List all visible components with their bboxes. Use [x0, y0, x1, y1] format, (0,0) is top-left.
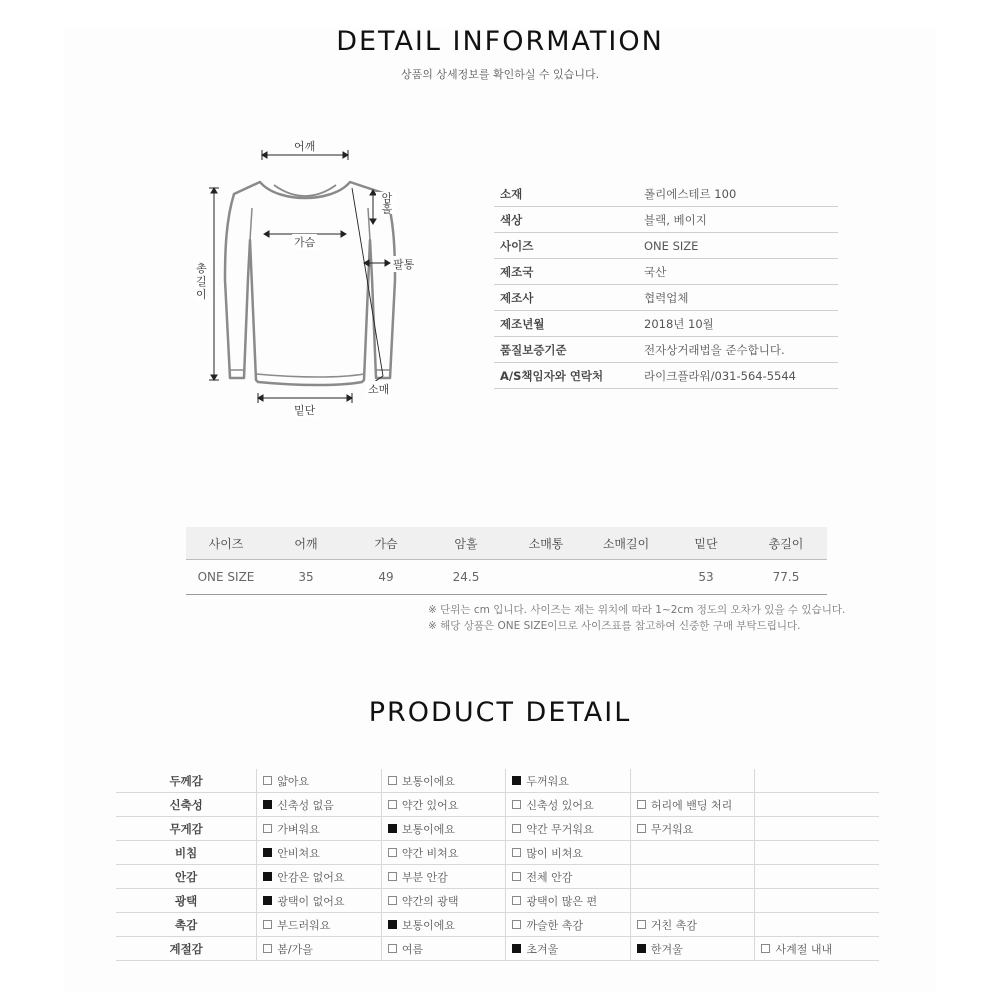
unchecked-box-icon: [388, 848, 397, 857]
checked-box-icon: [263, 800, 272, 809]
detail-option: [256, 817, 381, 841]
detail-option-label: 안감은 없어요: [277, 870, 345, 884]
detail-option-label: 초겨울: [526, 942, 559, 956]
label-cuff: 소매: [368, 383, 390, 396]
unchecked-box-icon: [512, 896, 521, 905]
unchecked-box-icon: [388, 872, 397, 881]
info-row: [494, 207, 838, 233]
checked-box-icon: [388, 920, 397, 929]
detail-option-label: 여름: [401, 942, 424, 956]
size-cell: 77.5: [772, 570, 800, 584]
detail-option-label: 얇아요: [277, 774, 310, 788]
table-row: [186, 560, 827, 595]
detail-option-label: 거친 촉감: [650, 918, 697, 932]
detail-option-label: 광택이 없어요: [277, 894, 345, 908]
detail-option-label: 허리에 밴딩 처리: [650, 798, 733, 812]
checked-box-icon: [637, 944, 646, 953]
size-header-cell: 가슴: [374, 536, 398, 551]
label-hem: 밑단: [294, 404, 316, 417]
size-cell: 53: [698, 570, 714, 584]
size-header-cell: 밑단: [694, 536, 718, 551]
detail-option-label: 광택이 많은 편: [526, 894, 598, 908]
detail-option-label: 약간 비쳐요: [401, 846, 459, 860]
detail-option: [505, 913, 630, 937]
detail-option: [505, 841, 630, 865]
detail-option-label: 보통이에요: [401, 774, 455, 788]
detail-option: [381, 793, 506, 817]
info-value: 국산: [644, 264, 667, 279]
detail-option: [630, 913, 755, 937]
detail-option: [754, 769, 879, 793]
note-line: ※ 단위는 cm 입니다. 사이즈는 재는 위치에 따라 1~2cm 정도의 오차가 있을 수 있습니다.: [428, 604, 846, 616]
detail-option-label: 약간 있어요: [401, 798, 459, 812]
table-row: [116, 937, 879, 961]
detail-option-label: 부드러워요: [277, 918, 331, 932]
unchecked-box-icon: [388, 776, 397, 785]
size-cell: 35: [298, 570, 314, 584]
detail-option: [381, 769, 506, 793]
checked-box-icon: [263, 896, 272, 905]
unchecked-box-icon: [263, 920, 272, 929]
unchecked-box-icon: [761, 944, 770, 953]
detail-option-label: 보통이에요: [401, 918, 455, 932]
info-value: 전자상거래법을 준수합니다.: [644, 342, 785, 357]
detail-option: [754, 913, 879, 937]
detail-option-label: 많이 비쳐요: [526, 846, 583, 860]
unchecked-box-icon: [388, 896, 397, 905]
size-header-cell: 암홀: [454, 536, 478, 551]
detail-option: [505, 769, 630, 793]
detail-option-label: 까슬한 촉감: [526, 918, 583, 932]
unchecked-box-icon: [637, 800, 646, 809]
checked-box-icon: [263, 848, 272, 857]
info-row: [494, 311, 838, 337]
detail-category: 계절감: [169, 941, 203, 956]
detail-category: 신축성: [169, 797, 203, 812]
table-row: [116, 889, 879, 913]
info-value: 라이크플라워/031-564-5544: [644, 368, 796, 383]
detail-option-label: 사계절 내내: [775, 942, 833, 956]
note-line: ※ 해당 상품은 ONE SIZE이므로 사이즈표를 참고하여 신중한 구매 부탁드립니다.: [428, 620, 801, 632]
detail-category: 광택: [175, 893, 198, 908]
detail-option: [630, 937, 755, 961]
detail-option: [381, 817, 506, 841]
label-total-length: 총길이: [194, 262, 210, 301]
info-key: 제조년월: [500, 316, 545, 331]
size-cell: 49: [378, 570, 394, 584]
info-key: 제조사: [500, 290, 534, 305]
detail-option: [256, 841, 381, 865]
size-header-cell: 소매통: [528, 536, 564, 551]
unchecked-box-icon: [263, 776, 272, 785]
detail-option: [754, 865, 879, 889]
detail-option: [505, 889, 630, 913]
info-row: [494, 363, 838, 389]
info-row: [494, 181, 838, 207]
table-row: [116, 865, 879, 889]
checked-box-icon: [388, 824, 397, 833]
size-table: [186, 527, 827, 595]
detail-option-label: 무거워요: [650, 822, 694, 836]
product-detail-grid: [116, 769, 879, 961]
detail-option: [630, 841, 755, 865]
detail-option: [630, 793, 755, 817]
size-header-cell: 어깨: [294, 536, 318, 551]
table-row: [116, 793, 879, 817]
table-row: [116, 913, 879, 937]
size-cell: ONE SIZE: [197, 570, 255, 584]
size-header-cell: 사이즈: [208, 536, 244, 551]
detail-option: [256, 913, 381, 937]
label-chest: 가슴: [294, 236, 316, 249]
info-key: 제조국: [500, 264, 534, 279]
size-header-cell: 소매길이: [602, 536, 650, 551]
unchecked-box-icon: [637, 920, 646, 929]
detail-option-label: 부분 안감: [401, 870, 448, 884]
page-title: DETAIL INFORMATION: [336, 26, 664, 57]
detail-option: [381, 913, 506, 937]
detail-option: [754, 889, 879, 913]
info-row: [494, 285, 838, 311]
detail-option: [630, 889, 755, 913]
info-value: 블랙, 베이지: [644, 212, 707, 227]
unchecked-box-icon: [512, 872, 521, 881]
detail-option: [630, 865, 755, 889]
size-notes: [428, 602, 845, 634]
label-sleeve-width: 팔통: [393, 258, 415, 271]
detail-category: 두께감: [169, 773, 203, 788]
detail-option-label: 봄/가을: [277, 942, 313, 956]
size-table-header: [186, 527, 827, 560]
detail-option-label: 약간 무거워요: [526, 822, 594, 836]
label-armhole: 암홀: [376, 192, 396, 214]
detail-option: [256, 889, 381, 913]
detail-category: 안감: [175, 869, 198, 884]
detail-option: [256, 937, 381, 961]
checked-box-icon: [512, 776, 521, 785]
product-detail-title: PRODUCT DETAIL: [368, 697, 632, 728]
detail-option-label: 안비쳐요: [277, 846, 320, 860]
unchecked-box-icon: [388, 800, 397, 809]
detail-option: [381, 841, 506, 865]
detail-option-label: 전체 안감: [526, 870, 573, 884]
table-row: [116, 841, 879, 865]
detail-option-label: 한겨울: [650, 942, 683, 956]
info-key: A/S책임자와 연락처: [500, 368, 604, 383]
detail-option: [381, 937, 506, 961]
unchecked-box-icon: [263, 824, 272, 833]
unchecked-box-icon: [512, 800, 521, 809]
checked-box-icon: [263, 872, 272, 881]
label-shoulder: 어깨: [294, 140, 316, 153]
info-key: 사이즈: [500, 238, 534, 253]
unchecked-box-icon: [512, 848, 521, 857]
product-info-table: [494, 181, 838, 389]
shirt-illustration: [190, 130, 430, 430]
info-value: 2018년 10월: [644, 316, 714, 331]
unchecked-box-icon: [388, 944, 397, 953]
info-row: [494, 337, 838, 363]
info-key: 품질보증기준: [500, 342, 567, 357]
measurement-diagram: [190, 130, 430, 430]
detail-option: [381, 865, 506, 889]
detail-option: [505, 793, 630, 817]
unchecked-box-icon: [263, 944, 272, 953]
detail-option: [505, 937, 630, 961]
detail-option: [505, 865, 630, 889]
detail-option: [505, 817, 630, 841]
detail-option-label: 신축성 없음: [277, 798, 334, 812]
page-subtitle: 상품의 상세정보를 확인하실 수 있습니다.: [400, 68, 600, 81]
detail-category: 촉감: [175, 917, 198, 932]
detail-category: 비침: [175, 845, 198, 860]
table-row: [116, 769, 879, 793]
detail-option: [754, 817, 879, 841]
info-value: 협력업체: [644, 290, 689, 305]
detail-option-label: 보통이에요: [401, 822, 455, 836]
detail-category: 무게감: [169, 821, 203, 836]
info-value: 폴리에스테르 100: [644, 186, 737, 201]
info-row: [494, 233, 838, 259]
info-row: [494, 259, 838, 285]
detail-option-label: 신축성 있어요: [526, 798, 594, 812]
info-key: 소재: [500, 186, 523, 201]
detail-option-label: 약간의 광택: [401, 894, 459, 908]
detail-option: [256, 793, 381, 817]
detail-option-label: 두꺼워요: [526, 774, 569, 788]
detail-option: [630, 817, 755, 841]
size-cell: 24.5: [452, 570, 480, 584]
table-row: [116, 817, 879, 841]
info-key: 색상: [500, 212, 523, 227]
detail-option: [630, 769, 755, 793]
unchecked-box-icon: [512, 920, 521, 929]
detail-option: [256, 865, 381, 889]
detail-option: [256, 769, 381, 793]
detail-option: [381, 889, 506, 913]
detail-option: [754, 841, 879, 865]
detail-option: [754, 793, 879, 817]
info-value: ONE SIZE: [644, 238, 699, 253]
detail-option: [754, 937, 879, 961]
checked-box-icon: [512, 944, 521, 953]
detail-option-label: 가벼워요: [277, 822, 320, 836]
size-header-cell: 총길이: [768, 536, 804, 551]
unchecked-box-icon: [512, 824, 521, 833]
unchecked-box-icon: [637, 824, 646, 833]
